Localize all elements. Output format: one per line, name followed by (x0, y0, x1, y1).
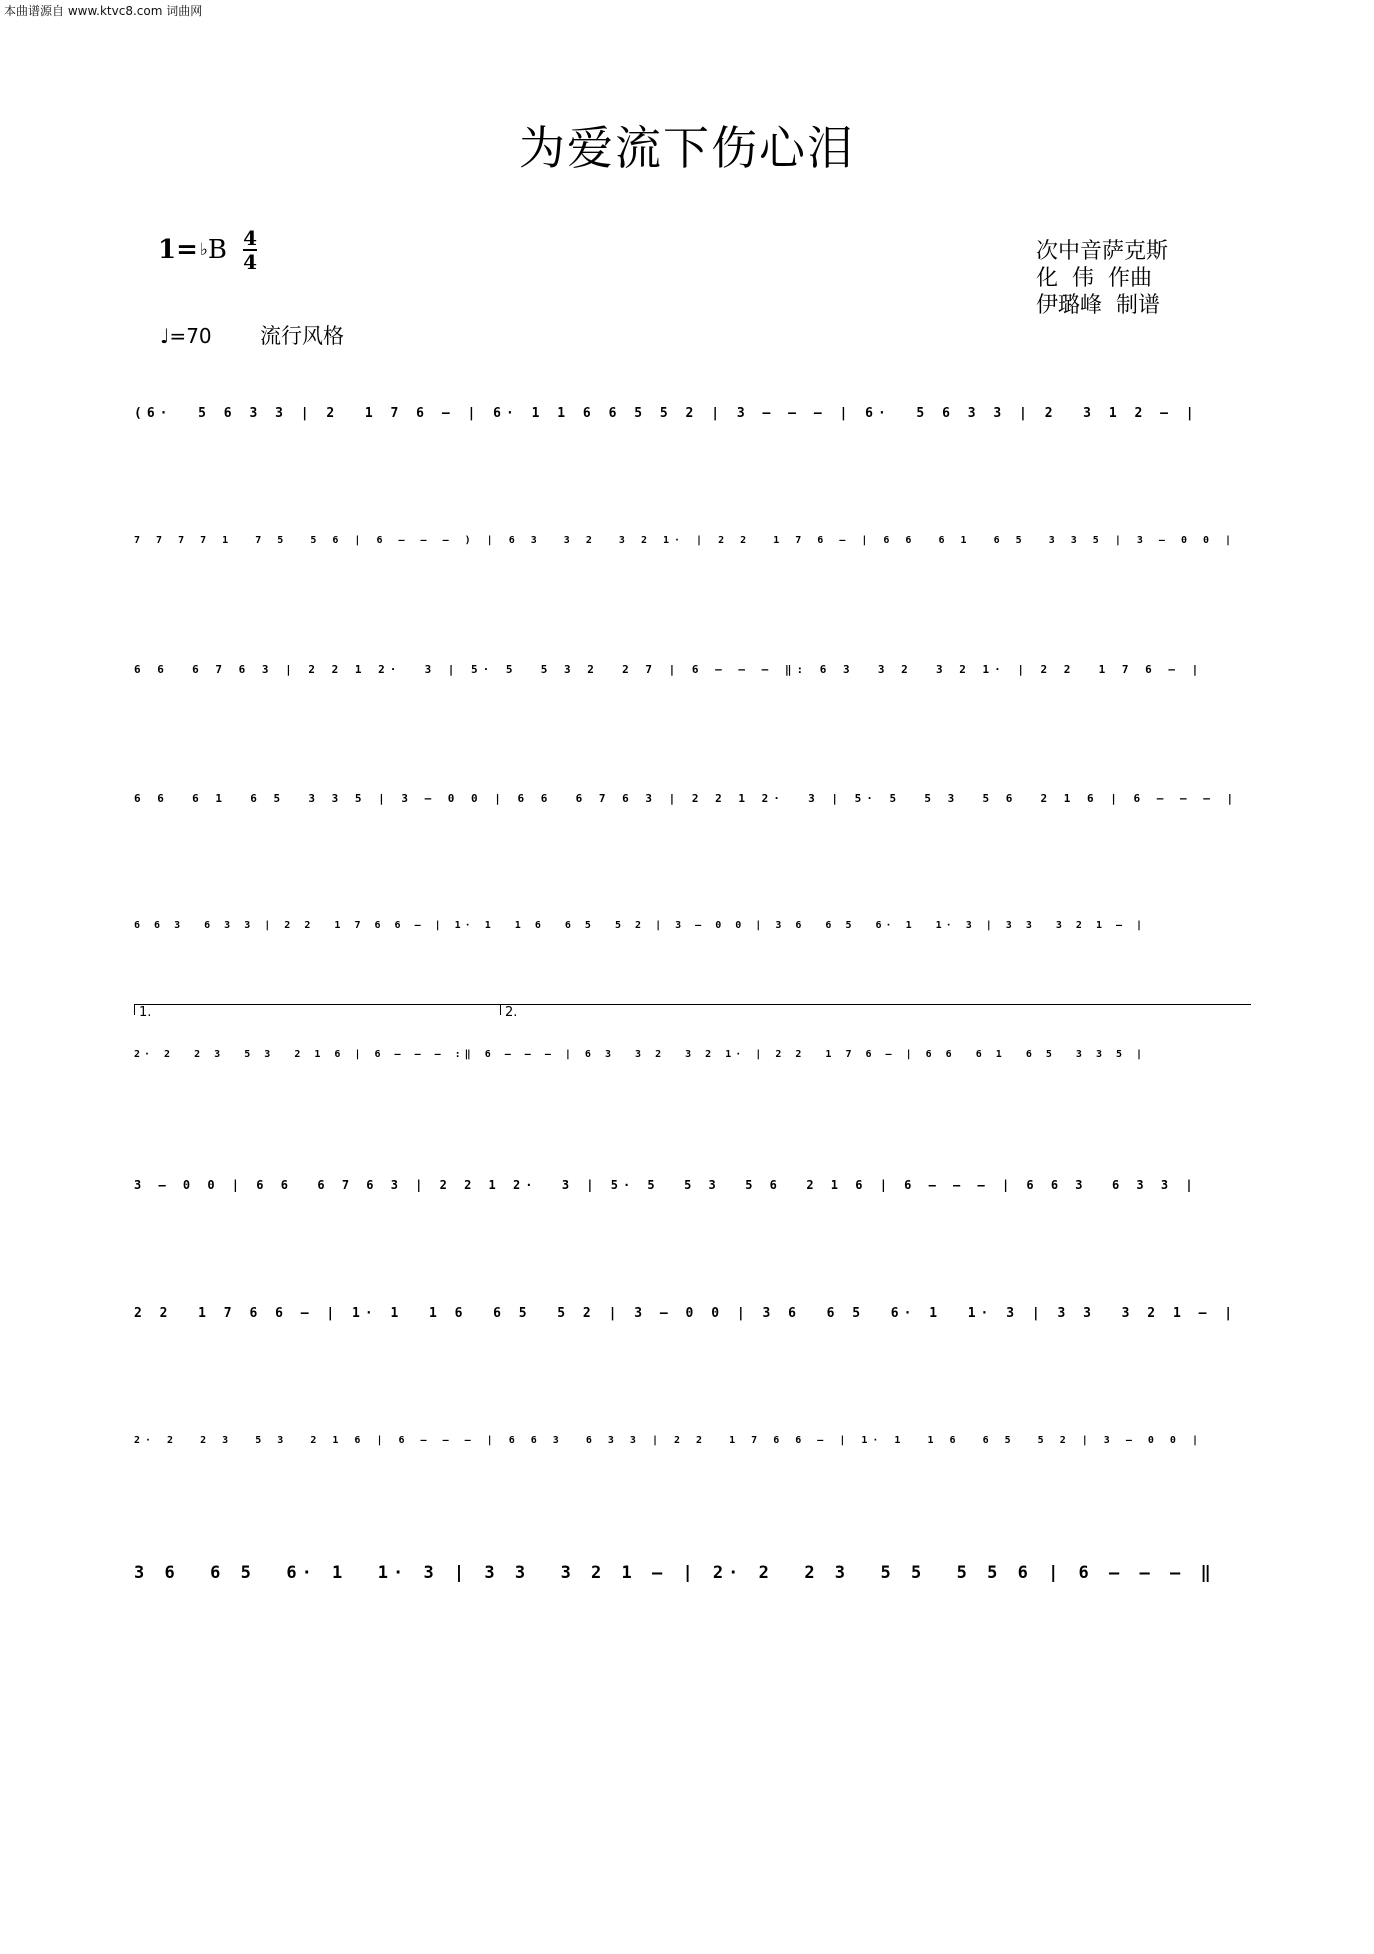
watermark-text: 本曲谱源自 www.ktvc8.com 词曲网 (4, 4, 203, 18)
score-line (134, 906, 1246, 1035)
score-line-notes: 2· 2 2 3 5 3 2 1 6 | 6 – – – :‖ 6 – – – | 6 3 3 2 3 2 1· | 2 2 1 7 6 – | 6 6 6 1 6 5 3 3 5 | (134, 1048, 1147, 1060)
credit-instrument: 次中音萨克斯 (1036, 239, 1169, 264)
credit-arranger: 伊璐峰 制谱 (1036, 293, 1160, 318)
meter-bottom: 4 (243, 250, 257, 274)
score-line (134, 649, 1246, 778)
score-line-notes: 2 2 1 7 6 6 – | 1· 1 1 6 6 5 5 2 | 3 – 0 0 | 3 6 6 5 6· 1 1· 3 | 3 3 3 2 1 – | (134, 1306, 1238, 1322)
style-label: 流行风格 (260, 324, 344, 348)
second-ending: 2. (500, 1004, 1251, 1015)
tempo-marking (160, 320, 344, 350)
song-title: 为爱流下伤心泪 (519, 121, 855, 175)
score-line-notes: 2· 2 2 3 5 3 2 1 6 | 6 – – – | 6 6 3 6 3 3 | 2 2 1 7 6 6 – | 1· 1 1 6 6 5 5 2 | 3 – 0 0 | (134, 1434, 1203, 1446)
score-line (134, 1035, 1246, 1164)
credits-block (1036, 238, 1168, 319)
score-line-notes: 3 6 6 5 6· 1 1· 3 | 3 3 3 2 1 – | 2· 2 2 3 5 5 5 5 6 | 6 – – – ‖ (134, 1563, 1216, 1584)
meter-top: 4 (243, 226, 257, 250)
score-line (134, 1421, 1246, 1550)
score-line (134, 1292, 1246, 1421)
score-line (134, 1164, 1246, 1293)
key-note: B (207, 235, 228, 265)
score-line-notes: 6 6 6 7 6 3 | 2 2 1 2· 3 | 5· 5 5 3 2 2 7 | 6 – – – ‖: 6 3 3 2 3 2 1· | 2 2 1 7 6 – | (134, 663, 1204, 677)
score-line (134, 392, 1246, 521)
score-line-notes: 7 7 7 7 1 7 5 5 6 | 6 – – – ) | 6 3 3 2 3 2 1· | 2 2 1 7 6 – | 6 6 6 1 6 5 3 3 5 | 3 – 0 0 | (134, 534, 1237, 546)
score-line-notes: (6· 5 6 3 3 | 2 1 7 6 – | 6· 1 1 6 6 5 5 2 | 3 – – – | 6· 5 6 3 3 | 2 3 1 2 – | (134, 406, 1199, 421)
first-ending: 1. (134, 1004, 503, 1015)
score-line-notes: 6 6 6 1 6 5 3 3 5 | 3 – 0 0 | 6 6 6 7 6 3 | 2 2 1 2· 3 | 5· 5 5 3 5 6 2 1 6 | 6 – – – | (134, 791, 1239, 805)
score-line-notes: 3 – 0 0 | 6 6 6 7 6 3 | 2 2 1 2· 3 | 5· 5 5 3 5 6 2 1 6 | 6 – – – | 6 6 3 6 3 3 | (134, 1177, 1198, 1192)
tempo-value: ♩=70 (160, 324, 212, 348)
score-line (134, 1549, 1246, 1678)
time-signature (243, 228, 257, 272)
score (134, 392, 1246, 1678)
key-prefix: 1= (158, 235, 198, 265)
flat-sign: ♭ (199, 240, 208, 260)
score-line (134, 778, 1246, 907)
key-signature (158, 228, 257, 272)
score-line-notes: 6 6 3 6 3 3 | 2 2 1 7 6 6 – | 1· 1 1 6 6 5 5 2 | 3 – 0 0 | 3 6 6 5 6· 1 1· 3 | 3 3 3 2 1 – | (134, 920, 1147, 932)
score-line (134, 521, 1246, 650)
credit-composer: 化 伟 作曲 (1036, 266, 1152, 291)
